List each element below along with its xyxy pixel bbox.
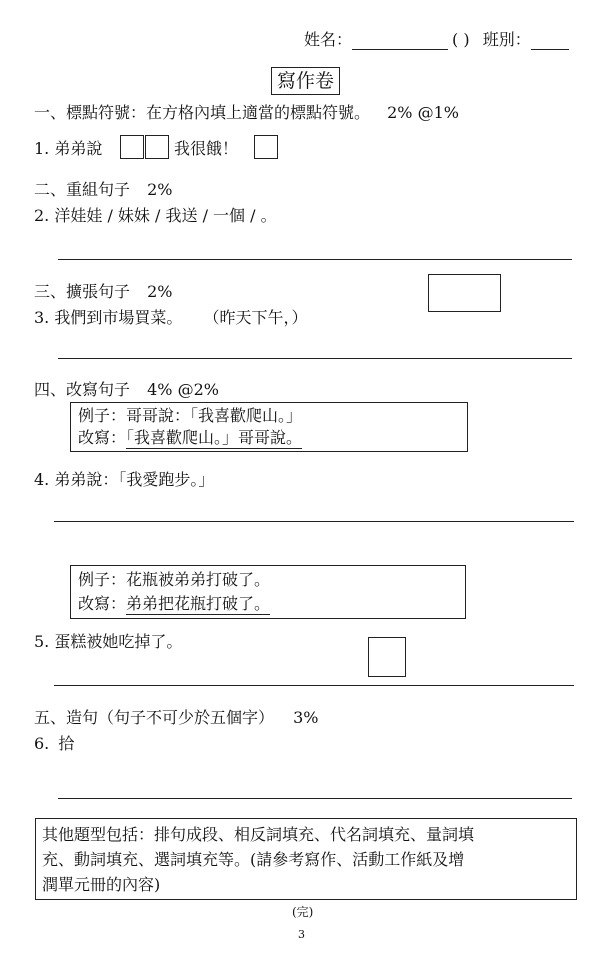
answer-line-2[interactable] (58, 259, 572, 260)
section-2-heading-text: 二、重組句子 (34, 180, 131, 199)
question-6-text: 拾 (58, 734, 75, 753)
section-5-heading-text: 五、造句（句子不可少於五個字） (34, 708, 275, 727)
section-3-marks: 2% (147, 282, 173, 301)
question-2-number: 2. (34, 206, 50, 225)
question-2-text: 洋娃娃 / 妹妹 / 我送 / 一個 / 。 (54, 206, 277, 225)
question-1-text-post: 我很餓！ (174, 139, 239, 158)
footer-line-3: 潤單元冊的內容) (42, 875, 161, 894)
question-4-number: 4. (34, 470, 50, 489)
section-3-heading (34, 282, 173, 302)
name-label: 姓名： (304, 30, 353, 49)
punctuation-box-3[interactable] (254, 135, 278, 159)
question-4 (34, 470, 214, 490)
section-4-heading-text: 四、改寫句子 (34, 380, 131, 399)
score-box-3a[interactable] (428, 274, 466, 312)
question-1-text-pre: 弟弟說 (54, 139, 103, 158)
section-3-heading-text: 三、擴張句子 (34, 282, 131, 301)
question-3 (34, 308, 307, 328)
answer-line-6[interactable] (58, 798, 572, 799)
section-2-marks: 2% (147, 180, 173, 199)
question-5-text: 蛋糕被她吃掉了。 (54, 632, 183, 651)
rewrite-2-text: 弟弟把花瓶打破了。 (126, 594, 271, 613)
example-2-text: 花瓶被弟弟打破了。 (126, 570, 271, 589)
section-1-heading-text: 一、標點符號：在方格內填上適當的標點符號。 (34, 103, 371, 122)
question-3-text: 我們到市場買菜。 (54, 308, 183, 327)
rewrite-1-text: 「我喜歡爬山。」哥哥說。 (126, 428, 303, 447)
section-2-heading (34, 180, 173, 200)
answer-line-5[interactable] (54, 685, 574, 686)
example-2 (78, 570, 270, 590)
question-6 (34, 734, 74, 754)
class-number-paren: ( ) (452, 30, 470, 49)
rewrite-1-label: 改寫： (78, 428, 127, 447)
rewrite-2 (78, 594, 270, 614)
answer-line-3[interactable] (58, 358, 572, 359)
section-1-heading (34, 103, 459, 123)
answer-line-4[interactable] (54, 521, 574, 522)
section-1-marks: 2% @1% (387, 103, 459, 122)
section-4-marks: 4% @2% (147, 380, 219, 399)
question-1-number: 1. (34, 139, 50, 158)
end-mark: (完) (292, 905, 314, 919)
example-1-label: 例子： (78, 406, 127, 425)
example-1-text: 哥哥說：「我喜歡爬山。」 (126, 406, 303, 425)
class-blank[interactable] (531, 49, 569, 50)
name-blank[interactable] (352, 49, 448, 50)
question-3-hint: （昨天下午，） (203, 308, 308, 327)
punctuation-box-2[interactable] (145, 135, 169, 159)
other-question-types-text (42, 822, 474, 897)
example-2-label: 例子： (78, 570, 127, 589)
example-1 (78, 406, 302, 426)
question-5-number: 5. (34, 632, 50, 651)
punctuation-box-1[interactable] (120, 135, 144, 159)
page-number: 3 (298, 928, 305, 941)
rewrite-2-label: 改寫： (78, 594, 127, 613)
section-4-heading (34, 380, 219, 400)
question-1 (34, 139, 102, 159)
class-label: 班別： (482, 30, 531, 49)
question-2 (34, 206, 277, 226)
question-6-number: 6. (34, 734, 50, 753)
page-title: 寫作卷 (271, 67, 340, 95)
rewrite-1 (78, 428, 302, 448)
question-3-number: 3. (34, 308, 50, 327)
name-field (304, 30, 569, 50)
footer-line-2: 充、動詞填充、選詞填充等。(請參考寫作、活動工作紙及增 (42, 850, 465, 869)
footer-line-1: 其他題型包括：排句成段、相反詞填充、代名詞填充、量詞填 (42, 825, 475, 844)
score-box-5[interactable] (368, 637, 406, 677)
question-4-text: 弟弟說：「我愛跑步。」 (54, 470, 215, 489)
section-5-heading (34, 708, 319, 728)
score-box-3b[interactable] (464, 274, 501, 312)
question-5 (34, 632, 182, 652)
section-5-marks: 3% (293, 708, 319, 727)
